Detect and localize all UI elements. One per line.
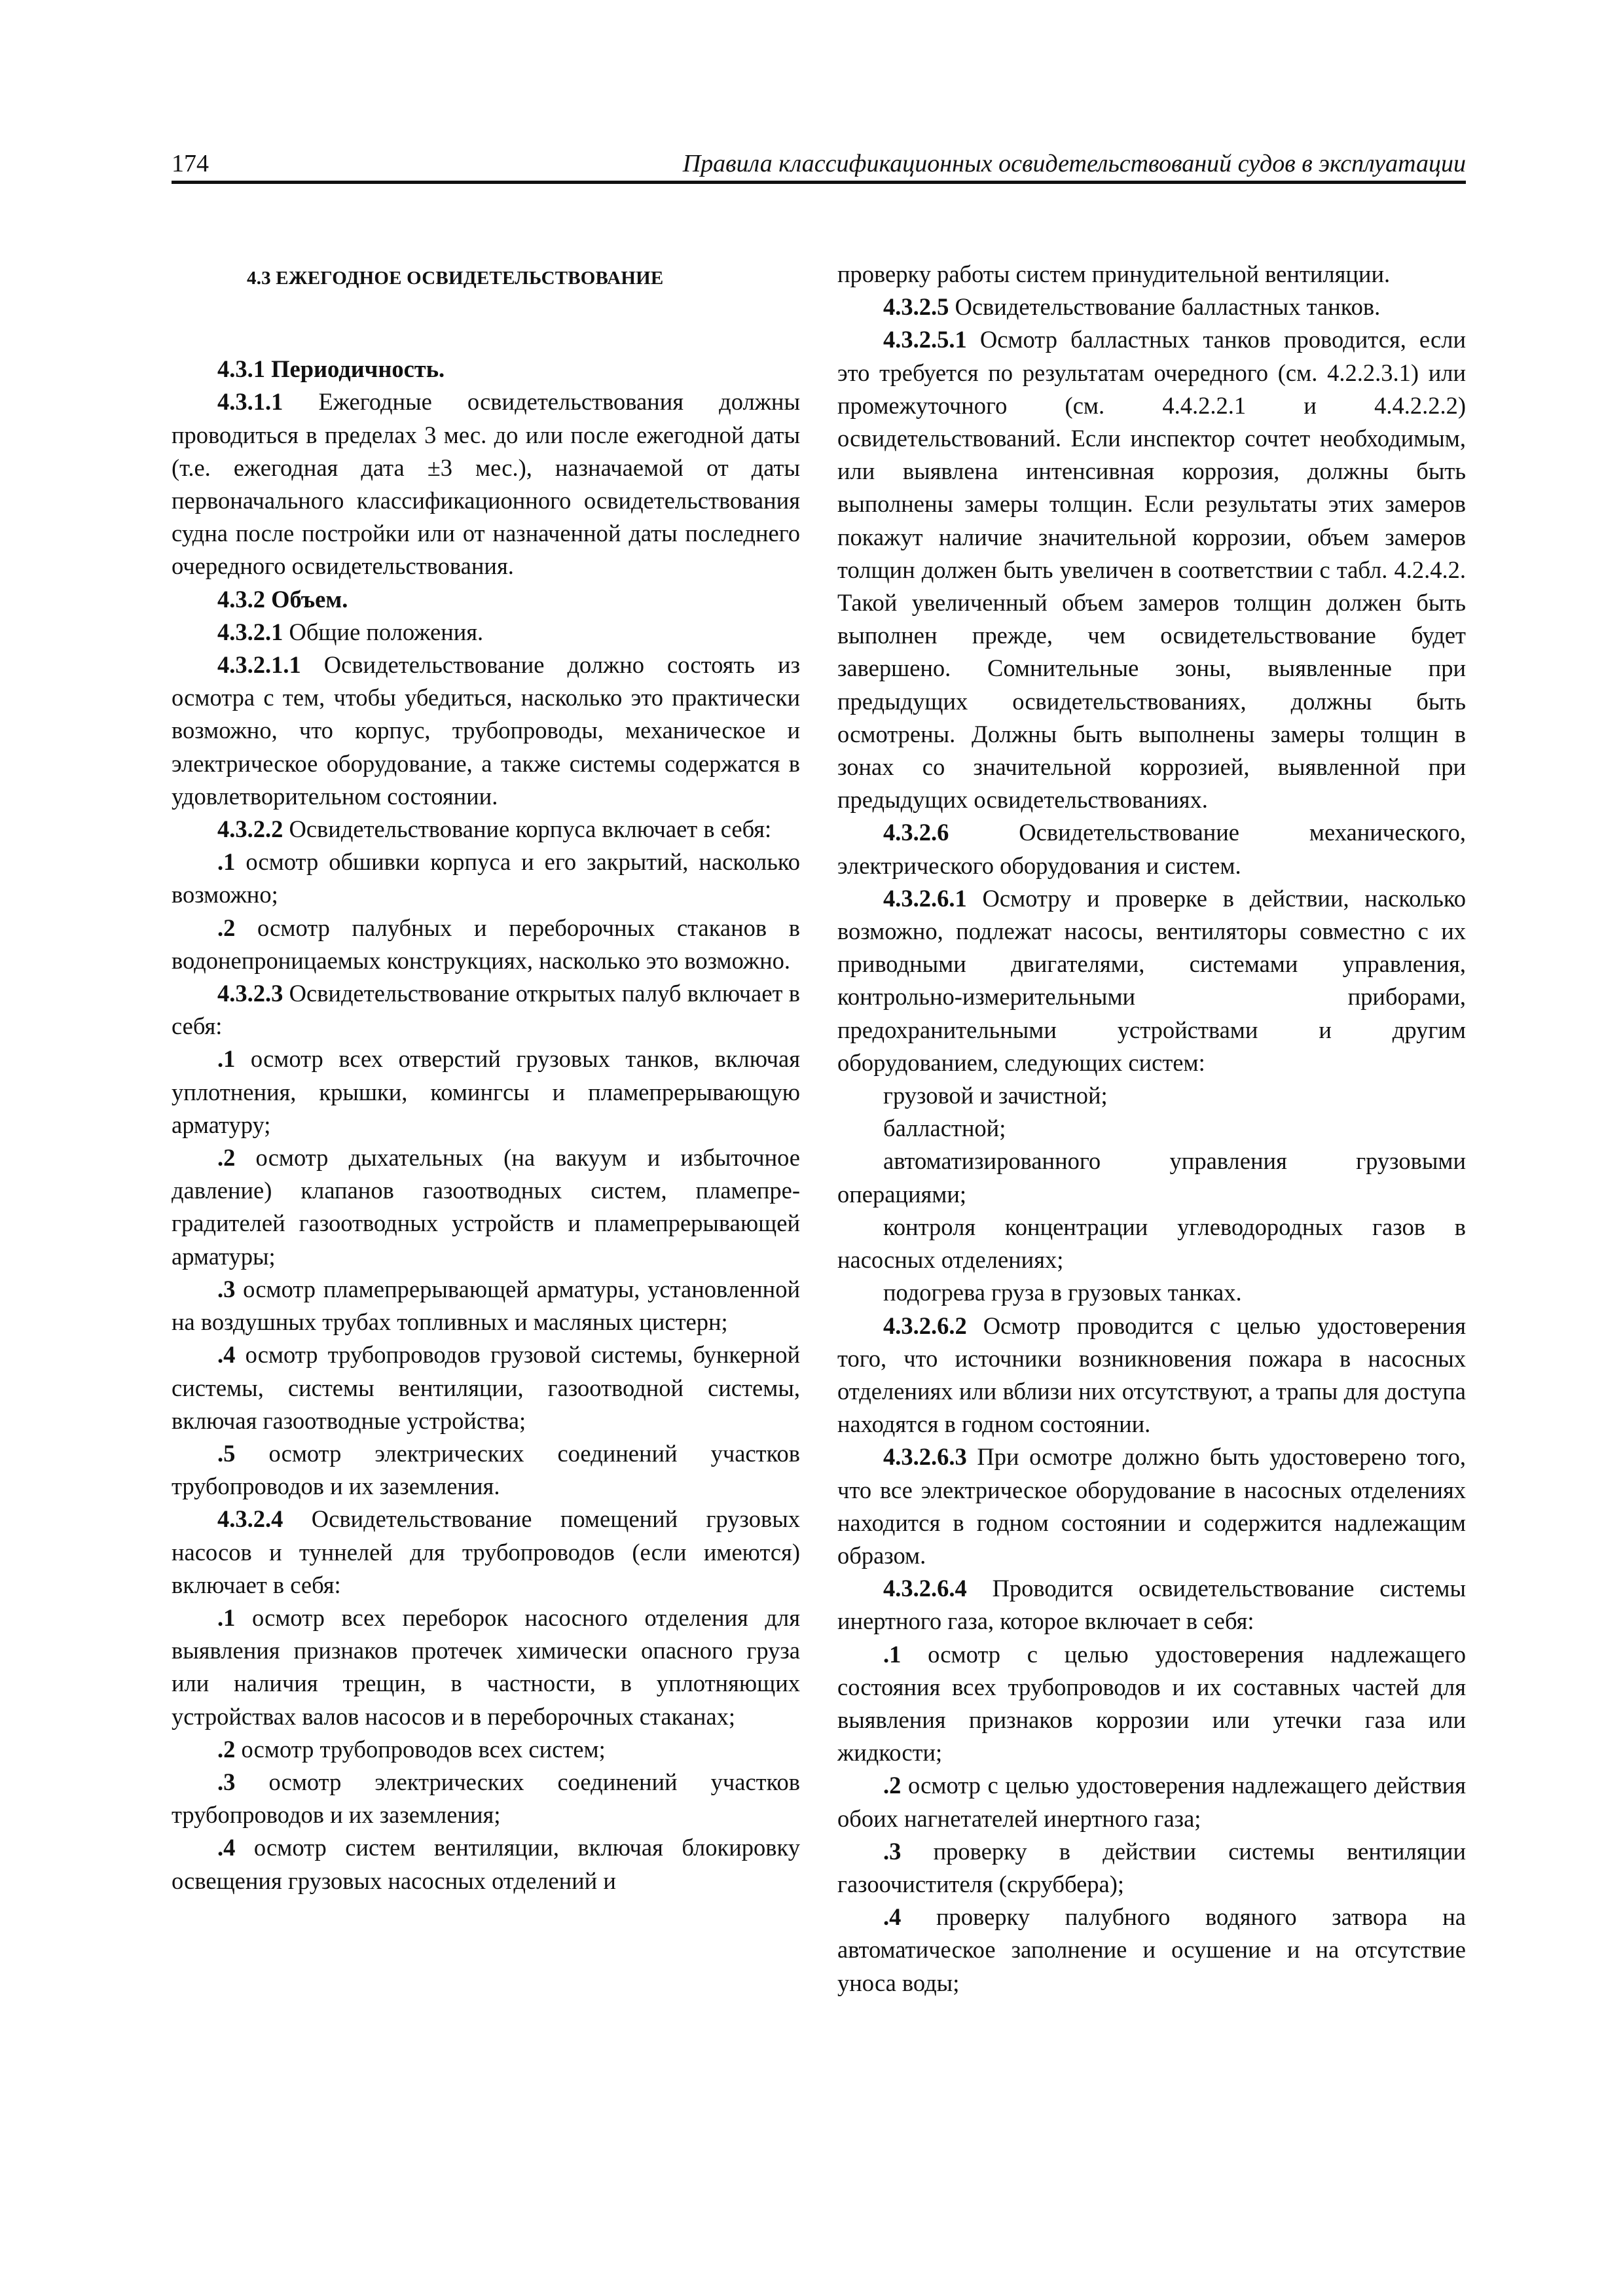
paragraph (837, 1145, 1466, 1210)
paragraph (837, 1211, 1466, 1276)
clause-text: балластной; (883, 1115, 1006, 1142)
clause-text: осмотр пламепрерывающей арматуры, установленной на воздушных трубах топливных и масляных цистерн; (172, 1275, 800, 1336)
left-column (172, 258, 800, 1897)
clause-text: осмотр всех переборок насосного отделения для выявления признаков протечек химически опасного груза или наличия трещин, в частности, в уплотняющих устройствах валов насосов и в переборочных стаканах; (172, 1604, 800, 1730)
paragraph (172, 977, 800, 1043)
clause-text: проверку в действии системы вентиляции газоочистителя (скруббера); (837, 1837, 1466, 1897)
clause-text: Осмотр балластных танков проводится, если это требуется по результатам очередного (см. 4.2.2.3.1) или промежуточного (см. 4.4.2.2.1 и 4.4.2.2.2) освидетельствований. Если инспектор сочтет необходимым, или выявлена интенсивная коррозия, должны быть выполнены замеры толщин. Если результаты этих замеров покажут наличие значительной коррозии, объем замеров толщин должен быть увеличен в соответствии с табл. 4.2.4.2. Такой увеличенный объем замеров толщин должен быть выполнен прежде, чем освидетельствование будет завершено. Сомнительные зоны, выявленные при предыдущих освидетельствованиях, должны быть осмотрены. Должны быть выполнены замеры толщин в зонах со значительной коррозией, выявленной при предыдущих освидетельствованиях. (837, 326, 1466, 814)
clause-number: .5 (217, 1439, 236, 1467)
clause-text: Освидетельствование открытых палуб включает в себя: (172, 980, 800, 1040)
clause-text: Осмотр проводится с целью удостоверения того, что источники возникновения пожара в насосных отделениях или вблизи них отсутствуют, а трапы для доступа находятся в годном состоянии. (837, 1312, 1466, 1438)
paragraph (837, 1112, 1466, 1145)
paragraph (172, 912, 800, 977)
clause-number: 4.3.2.5 (883, 293, 949, 321)
clause-text: Освидетельствование корпуса включает в себя: (283, 816, 772, 843)
clause-number: .1 (217, 1604, 236, 1631)
clause-number: 4.3.2 (217, 585, 265, 613)
clause-number: .1 (217, 1045, 236, 1073)
clause-number: .3 (217, 1275, 236, 1302)
paragraph (172, 813, 800, 846)
paragraph (837, 1638, 1466, 1770)
clause-text: Ежегодные освидетельствования должны проводиться в пределах 3 мес. до или после ежегодной даты (т.е. ежегодная дата ±3 мес.), назначаемой от даты первоначального классификационного освидетельствования судна после постройки или от назначенной даты последнего очередного освидетельствования. (172, 388, 800, 580)
subsection-heading (172, 583, 800, 616)
clause-text: При осмотре должно быть удостоверено того, что все электрическое оборудование в насосных отделениях находится в годном состоянии и содержится надлежащим образом. (837, 1443, 1466, 1569)
paragraph (172, 1338, 800, 1437)
paragraph (172, 1602, 800, 1733)
paragraph (837, 258, 1466, 291)
clause-number: .3 (883, 1837, 902, 1865)
clause-number: 4.3.2.3 (217, 980, 283, 1007)
clause-text: осмотр с целью удостоверения надлежащего действия обоих нагнетателей инертного газа; (837, 1772, 1466, 1832)
running-title: Правила классификационных освидетельствований судов в эксплуатации (682, 150, 1466, 177)
clause-text: осмотр дыхательных (на вакуум и избыточное давление) клапанов газоотводных систем, пламепреградителей газоотводных устройств и пламепрерывающей арматуры; (172, 1144, 800, 1270)
clause-number: 4.3.2.1 (217, 618, 283, 645)
clause-text: осмотр трубопроводов всех систем; (235, 1735, 606, 1763)
subsection-heading (172, 353, 800, 386)
clause-text: осмотр с целью удостоверения надлежащего состояния всех трубопроводов и их составных частей для выявления признаков коррозии или утечки газа или жидкости; (837, 1640, 1466, 1767)
clause-number: 4.3.2.5.1 (883, 326, 967, 353)
clause-text: Проводится освидетельствование системы инертного газа, которое включает в себя: (837, 1575, 1466, 1635)
paragraph (837, 816, 1466, 882)
clause-text: осмотр палубных и переборочных стаканов в водонепроницаемых конструкциях, насколько это возможно. (172, 914, 800, 974)
clause-number: .2 (217, 1144, 236, 1172)
clause-text: осмотр всех отверстий грузовых танков, включая уплотнения, крышки, комингсы и пламепрерывающую арматуру; (172, 1045, 800, 1138)
paragraph (172, 1043, 800, 1141)
clause-text: грузовой и зачистной; (883, 1082, 1108, 1109)
clause-text: осмотр трубопроводов грузовой системы, бункерной системы, системы вентиляции, газоотводной системы, включая газоотводные устройства; (172, 1341, 800, 1434)
paragraph (837, 1079, 1466, 1112)
right-column (837, 258, 1466, 2000)
clause-number: .2 (217, 914, 236, 941)
clause-text: Объем. (265, 585, 348, 613)
paragraph (172, 386, 800, 583)
clause-text: Осмотру и проверке в действии, насколько возможно, подлежат насосы, вентиляторы совместно с их приводными двигателями, системами управления, контрольно-измерительными приборами, предохранительными устройствами и другим оборудованием, следующих систем: (837, 884, 1466, 1076)
clause-text: Периодичность. (265, 355, 445, 383)
clause-number: 4.3.2.1.1 (217, 651, 301, 679)
clause-number: .4 (883, 1903, 902, 1931)
clause-number: 4.3.2.6.3 (883, 1443, 967, 1471)
clause-number: .1 (883, 1640, 902, 1668)
clause-number: 4.3.1 (217, 355, 265, 383)
paragraph (172, 1273, 800, 1338)
clause-text: автоматизированного управления грузовыми операциями; (837, 1147, 1466, 1208)
paragraph (837, 1769, 1466, 1835)
paragraph (837, 1901, 1466, 2000)
clause-text: подогрева груза в грузовых танках. (883, 1279, 1242, 1306)
paragraph (172, 1503, 800, 1602)
clause-text: Освидетельствование балластных танков. (949, 293, 1381, 321)
clause-text: Освидетельствование помещений грузовых насосов и туннелей для трубопроводов (если имеются) включает в себя: (172, 1505, 800, 1598)
paragraph (837, 882, 1466, 1079)
paragraph (837, 1441, 1466, 1572)
paragraph (172, 1733, 800, 1766)
clause-text: осмотр электрических соединений участков трубопроводов и их заземления. (172, 1439, 800, 1500)
paragraph (837, 323, 1466, 816)
clause-number: 4.3.2.6 (883, 819, 949, 846)
clause-text: осмотр систем вентиляции, включая блокировку освещения грузовых насосных отделений и (172, 1834, 800, 1894)
clause-text: осмотр обшивки корпуса и его закрытий, насколько возможно; (172, 848, 800, 908)
clause-text: Общие положения. (283, 618, 484, 645)
paragraph (172, 1141, 800, 1273)
paragraph (172, 616, 800, 649)
paragraph (172, 649, 800, 813)
clause-text: контроля концентрации углеводородных газов в насосных отделениях; (837, 1213, 1466, 1274)
clause-number: .2 (217, 1735, 236, 1763)
clause-text: осмотр электрических соединений участков трубопроводов и их заземления; (172, 1768, 800, 1829)
section-title: 4.3 ЕЖЕГОДНОЕ ОСВИДЕТЕЛЬСТВОВАНИЕ (247, 268, 664, 289)
clause-number: .4 (217, 1834, 236, 1861)
clause-text: проверку работы систем принудительной вентиляции. (837, 260, 1391, 287)
paragraph (837, 291, 1466, 323)
paragraph (837, 1572, 1466, 1638)
page-number: 174 (172, 150, 209, 177)
paragraph (172, 1766, 800, 1831)
clause-text: Освидетельствование механического, электрического оборудования и систем. (837, 819, 1466, 879)
clause-number: .4 (217, 1341, 236, 1369)
paragraph (837, 1835, 1466, 1901)
paragraph (837, 1310, 1466, 1441)
paragraph (172, 846, 800, 911)
clause-text: Освидетельствование должно состоять из осмотра с тем, чтобы убедиться, насколько это практически возможно, что корпус, трубопроводы, механическое и электрическое оборудование, а также системы содержатся в удовлетворительном состоянии. (172, 651, 800, 810)
clause-number: 4.3.2.4 (217, 1505, 283, 1533)
paragraph (172, 1831, 800, 1897)
clause-number: .3 (217, 1768, 236, 1795)
clause-number: 4.3.2.2 (217, 816, 283, 843)
clause-number: .1 (217, 848, 236, 876)
clause-number: 4.3.1.1 (217, 388, 283, 416)
paragraph (837, 1276, 1466, 1309)
clause-number: 4.3.2.6.1 (883, 884, 967, 912)
page-header (172, 143, 1466, 184)
paragraph (172, 1437, 800, 1503)
clause-number: 4.3.2.6.2 (883, 1312, 967, 1339)
clause-number: 4.3.2.6.4 (883, 1575, 967, 1602)
clause-text: проверку палубного водяного затвора на автоматическое заполнение и осушение и на отсутствие уноса воды; (837, 1903, 1466, 1996)
clause-number: .2 (883, 1772, 902, 1799)
